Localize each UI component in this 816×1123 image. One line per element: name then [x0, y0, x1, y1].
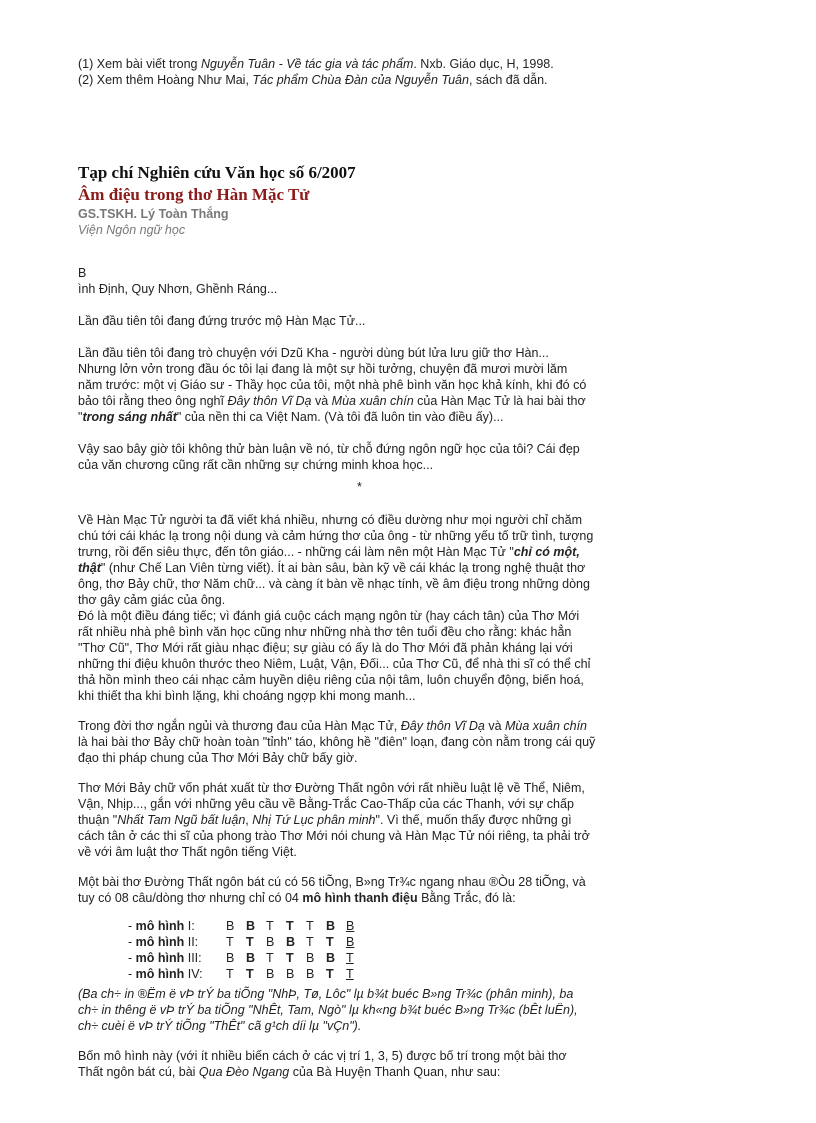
- tone: T: [326, 935, 334, 949]
- para-3-line: Nhưng lởn vởn trong đầu óc tôi lại đang là một sự hồi tưởng, chuyện đã mươi mười lăm: [78, 362, 568, 376]
- para-5-line: rất nhiều nhà phê bình văn học cũng như những nhà thơ tên tuổi đều cho rằng: khác hẳn: [78, 625, 572, 639]
- para-5-line: khi thiết tha khi bình lặng, khi choáng ngợp khi mong manh...: [78, 689, 416, 703]
- intro-line-1: ình Định, Quy Nhơn, Ghềnh Ráng...: [78, 282, 278, 296]
- final-line: Thất ngôn bát cú, bài Qua Đèo Ngang của Bà Huyện Thanh Quan, như sau:: [78, 1065, 501, 1079]
- para-3-line: năm trước: một vị Giáo sư - Thầy học của tôi, một nhà phê bình văn học khả kính, khi đó có: [78, 378, 587, 392]
- para-7-line: Thơ Mới Bảy chữ vốn phát xuất từ thơ Đường Thất ngôn với rất nhiều luật lệ về Thể, Niêm,: [78, 781, 585, 795]
- tone-model-row: - mô hình II: T T B B T T B: [128, 934, 366, 950]
- tone: B: [306, 951, 315, 965]
- para-4-line: Vậy sao bây giờ tôi không thử bàn luận về nó, từ chỗ đứng ngôn ngữ học của tôi? Cái đẹp: [78, 442, 580, 456]
- tone-model-row: - mô hình III: B B T T B B T: [128, 950, 366, 966]
- tone: B: [286, 935, 296, 949]
- para-5-line: những thi điệu khuôn thước theo Niêm, Luật, Vận, Đối... của Thơ Cũ, để nhà thi sĩ có thể chỉ: [78, 657, 591, 671]
- tone: T: [306, 919, 314, 933]
- tone: B: [306, 967, 315, 981]
- para-3-line: "trong sáng nhất" của nền thi ca Việt Nam. (Và tôi đã luôn tin vào điều ấy)...: [78, 410, 504, 424]
- para-4-line: của văn chương cũng rất cần những sự chứng minh khoa học...: [78, 458, 434, 472]
- tone: T: [286, 951, 294, 965]
- para-6-line: Trong đời thơ ngắn ngủi và thương đau của Hàn Mạc Tử, Đây thôn Vĩ Dạ và Mùa xuân chín: [78, 719, 587, 733]
- tone: T: [286, 919, 294, 933]
- para-6-line: là hai bài thơ Bảy chữ hoàn toàn "tỉnh" táo, không hề "điên" loạn, đang còn nằm trong cái quỹ: [78, 735, 596, 749]
- para-7-line: cách tân ở các thi sĩ của phong trào Thơ Mới nói chung và Hàn Mạc Tử nói riêng, ta phải trở: [78, 829, 590, 843]
- tone: T: [266, 951, 274, 965]
- tone: B: [326, 951, 336, 965]
- tone: B: [226, 919, 235, 933]
- para-7-line: về với âm luật thơ Thất ngôn tiếng Việt.: [78, 845, 297, 859]
- author: GS.TSKH. Lý Toàn Thắng: [78, 207, 229, 221]
- drop-cap: B: [78, 266, 87, 280]
- para-7-line: thuận "Nhất Tam Ngũ bất luận, Nhị Tứ Lục phân minh". Vì thế, muốn thấy được những gì: [78, 813, 572, 827]
- tone: B: [266, 967, 275, 981]
- tone: B: [286, 967, 295, 981]
- tone-model-row: - mô hình I: B B T T T B B: [128, 918, 366, 934]
- tone-model-list: [128, 918, 366, 982]
- tone-rhyme: T: [346, 951, 354, 965]
- tone: T: [266, 919, 274, 933]
- tone: T: [246, 935, 254, 949]
- tone-rhyme: T: [346, 967, 354, 981]
- article-title: Âm điệu trong thơ Hàn Mặc Tử: [78, 185, 310, 204]
- para-5-line: chú tới cái khác lạ trong nội dung và cảm hứng thơ của ông - từ những yếu tố trữ tình, tượng: [78, 529, 594, 543]
- tone: T: [226, 967, 234, 981]
- para-3-line: Lần đầu tiên tôi đang trò chuyện với Dzũ Kha - người dùng bút lửa lưu giữ thơ Hàn...: [78, 346, 549, 360]
- tone: B: [246, 951, 256, 965]
- institution: Viện Ngôn ngữ học: [78, 223, 186, 237]
- para-5-line: Về Hàn Mạc Tử người ta đã viết khá nhiều, nhưng có điều dường như mọi người chỉ chăm: [78, 513, 582, 527]
- tone: T: [226, 935, 234, 949]
- journal-title: Tạp chí Nghiên cứu Văn học số 6/2007: [78, 163, 356, 182]
- tone-rhyme: B: [346, 935, 355, 949]
- para-5-line: "Thơ Cũ", Thơ Mới rất giàu nhạc điệu; sự giàu có ấy là do Thơ Mới đã phản kháng lại với: [78, 641, 573, 655]
- footnote-2: (2) Xem thêm Hoàng Như Mai, Tác phẩm Chùa Đàn của Nguyễn Tuân, sách đã dẫn.: [78, 73, 548, 87]
- tone-model-row: - mô hình IV: T T B B B T T: [128, 966, 366, 982]
- section-separator: *: [357, 480, 362, 494]
- tone: B: [246, 919, 256, 933]
- tone: T: [246, 967, 254, 981]
- para-5-line: trưng, rồi đến siêu thực, đến tôn giáo... - những cái làm nên một Hàn Mạc Tử "chỉ có một,: [78, 545, 580, 559]
- note-line: ch÷ cuèi ë vÞ trÝ tiÕng "ThÊt" cã g¹ch díi lµ "vÇn").: [78, 1019, 362, 1033]
- para-5-line: Đó là một điều đáng tiếc; vì đánh giá cuộc cách mạng ngôn từ (hay cách tân) của Thơ Mới: [78, 609, 580, 623]
- para-6-line: đạo thi pháp chung của Thơ Mới Bảy chữ bấy giờ.: [78, 751, 358, 765]
- tone: T: [306, 935, 314, 949]
- intro-line-2: Lần đầu tiên tôi đang đứng trước mộ Hàn Mạc Tử...: [78, 314, 366, 328]
- footnote-1: (1) Xem bài viết trong Nguyễn Tuân - Về tác gia và tác phẩm. Nxb. Giáo dục, H, 1998.: [78, 57, 554, 71]
- para-3-line: bảo tôi rằng theo ông nghĩ Đây thôn Vĩ Dạ và Mùa xuân chín của Hàn Mạc Tử là hai bài thơ: [78, 394, 586, 408]
- tone-rhyme: B: [346, 919, 355, 933]
- para-7-line: Vận, Nhịp..., gắn với những yêu cầu về Bằng-Trắc Cao-Thấp của các Thanh, với sự chấp: [78, 797, 574, 811]
- tone: B: [266, 935, 275, 949]
- tone: B: [326, 919, 336, 933]
- para-5-line: thật" (như Chế Lan Viên từng viết). Ít ai bàn sâu, bàn kỹ về cái khác lạ trong nghệ thuật thơ: [78, 561, 586, 575]
- para-5-line: thơ gây cảm giác của ông.: [78, 593, 226, 607]
- tone: B: [226, 951, 235, 965]
- tone: T: [326, 967, 334, 981]
- para-5-line: ông, thơ Bảy chữ, thơ Năm chữ... và càng ít bàn về nhạc tính, về âm điệu trong những dòng: [78, 577, 590, 591]
- para-8-line: Một bài thơ Đường Thất ngôn bát cú có 56 tiÕng, B»ng Tr¾c ngang nhau ®Òu 28 tiÕng, và: [78, 875, 586, 889]
- final-line: Bốn mô hình này (với ít nhiều biến cách ở các vị trí 1, 3, 5) được bố trí trong một bài thơ: [78, 1049, 567, 1063]
- note-line: (Ba ch÷ in ®Ëm ë vÞ trÝ ba tiÕng "NhÞ, Tø, Lôc" lµ b¾t buéc B»ng Tr¾c (phân minh), ba: [78, 987, 574, 1001]
- para-5-line: thả hồn mình theo cái nhạc cảm huyền diệu riêng của nội tâm, luôn chuyển động, biến hoá,: [78, 673, 584, 687]
- para-8-line: tuy có 08 câu/dòng thơ nhưng chỉ có 04 mô hình thanh điệu Bằng Trắc, đó là:: [78, 891, 516, 905]
- note-line: ch÷ in thêng ë vÞ trÝ ba tiÕng "NhÊt, Tam, Ngò" lµ kh«ng b¾t buéc B»ng Tr¾c (bÊt luËn),: [78, 1003, 578, 1017]
